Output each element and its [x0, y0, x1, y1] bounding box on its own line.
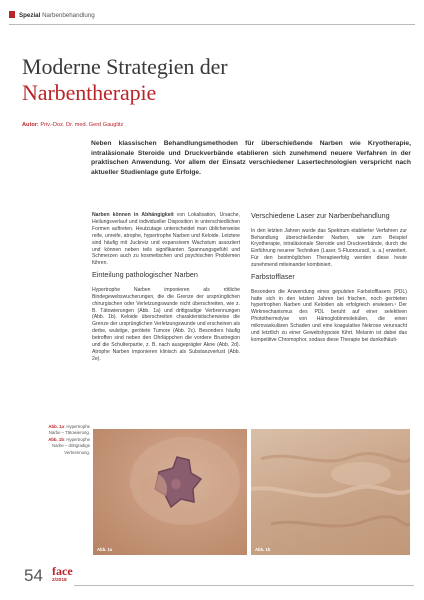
paragraph	[92, 212, 240, 267]
caption-b	[38, 437, 90, 456]
text-column-right	[251, 212, 407, 348]
paragraph: Hypertrophe Narben imponieren als rötliche Bindegewebswucherungen, die die Grenze der ursprünglichen chirurgischen oder Verletzungswunde nicht überschreiten, wie z. B. Tätowierungen (Abb. 1a) und drittgradige Verbrennungen (Abb. 1b). Keloide überschreiten charakteristischerweise die Grenze der ursprünglichen Verletzungswunde und erscheinen als derbe, wulstige, gerötete Tumore (Abb. 2c). Besonders häufig betroffen sind neben den Ohrläppchen die vordere Brustregion und die Schulterpartie, z. B. nach ausgeprägter Akne (Abb. 2d). Atrophe Narben imponieren klinisch als Substanzverlust (Abb. 2e).	[92, 286, 240, 362]
photo-a-label: Abb. 1a	[97, 547, 113, 552]
paragraph-lead: Narben können in Abhängigkeit	[92, 212, 174, 218]
caption-b-label: Abb. 1b	[48, 436, 64, 442]
scar-photo-tattoo	[93, 429, 247, 555]
section-label: Spezial	[19, 12, 41, 19]
subheading: Farbstofflaser	[251, 272, 295, 282]
issue-label: 2/2018	[52, 578, 67, 583]
scar-photo-burn	[251, 429, 410, 555]
article-title-line1: Moderne Strategien der	[22, 54, 228, 79]
article-title-line2: Narbentherapie	[22, 80, 157, 105]
header-rule	[9, 24, 415, 25]
caption-b-text: : Hypertrophe Narbe – drittgradige Verbrennung.	[52, 436, 90, 455]
paragraph-body: von Lokalisation, Ursache, Heilungsverlauf und individueller Disposition in unterschiedlichen Formen auftreten. Heutzutage unterscheidet man üblicherweise reife, unreife, atrophe, hypertrophe Narben und Keloide. Letztere sind häufig mit Juckreiz und expansivem Wachstum assoziiert und können neben teils signifikanten Spannungsgefühl und Schmerzen auch zu kosmetischen und psychischen Problemen führen.	[92, 212, 240, 267]
magazine-logo: face	[52, 564, 73, 578]
burn-scar-illustration	[251, 429, 410, 555]
paragraph: Besonders die Anwendung eines gepulsten Farbstofflasers (PDL) hatte sich in den letzten Jahren bei frischen, noch geröteten hypertrophen Narben und Keloiden als erfolgreich erwiesen.¹ Der Wirkmechanismus des PDL beruht auf einer selektiven Photothermolyse von Hämoglobinmolekülen, die einen mikrovaskulären Schaden und eine koagulative Nekrose verursacht und letztlich zu einer Gewebshypoxie führt. Melanin ist dabei das kompetitive Chromophor, sodass diese Therapie bei dunkelhäuti-	[251, 288, 407, 343]
photo-b-label: Abb. 1b	[255, 547, 271, 552]
subheading: Verschiedene Laser zur Narbenbehandlung	[251, 211, 390, 220]
author-name: Priv.-Doz. Dr. med. Gerd Gauglitz	[40, 122, 124, 128]
scar-illustration	[93, 429, 247, 555]
caption-a	[38, 424, 90, 437]
section-topic: Narbenbehandlung	[42, 12, 95, 19]
author-label: Autor:	[22, 122, 39, 128]
caption-a-label: Abb. 1a	[48, 424, 64, 429]
section-marker-icon	[9, 11, 15, 18]
page-number: 54	[24, 566, 43, 585]
footer-rule	[74, 585, 414, 586]
caption-a-text: : Hypertrophe Narbe – Tätowierung.	[48, 424, 90, 436]
subheading: Einteilung pathologischer Narben	[92, 270, 198, 280]
text-column-left	[92, 212, 240, 367]
paragraph: In den letzten Jahren wurde das Spektrum etablierter Verfahren zur Behandlung überschießender Narben, wie zum Beispiel Kryotherapie, intraläsionale Steroide und Druckverbände, durch die Einführung neuerer Techniken (Laser, 5-Fluorouracil, u. a.) erweitert. Für den bestmöglichen Therapieerfolg werden diese heute zunehmend miteinander kombiniert.	[251, 227, 407, 269]
figure-captions	[38, 424, 90, 456]
section-header	[0, 10, 424, 22]
author-line	[22, 122, 123, 128]
intro-paragraph: Neben klassischen Behandlungsmethoden für überschießende Narben wie Kryotherapie, intraläsionale Steroide und Druckverbände etablieren sich zunehmend neuere Verfahren in der praktischen Anwendung. Vor allem der Einsatz verschiedener Lasertechnologien verspricht nach aktueller Studienlage gute Erfolge.	[91, 140, 411, 176]
